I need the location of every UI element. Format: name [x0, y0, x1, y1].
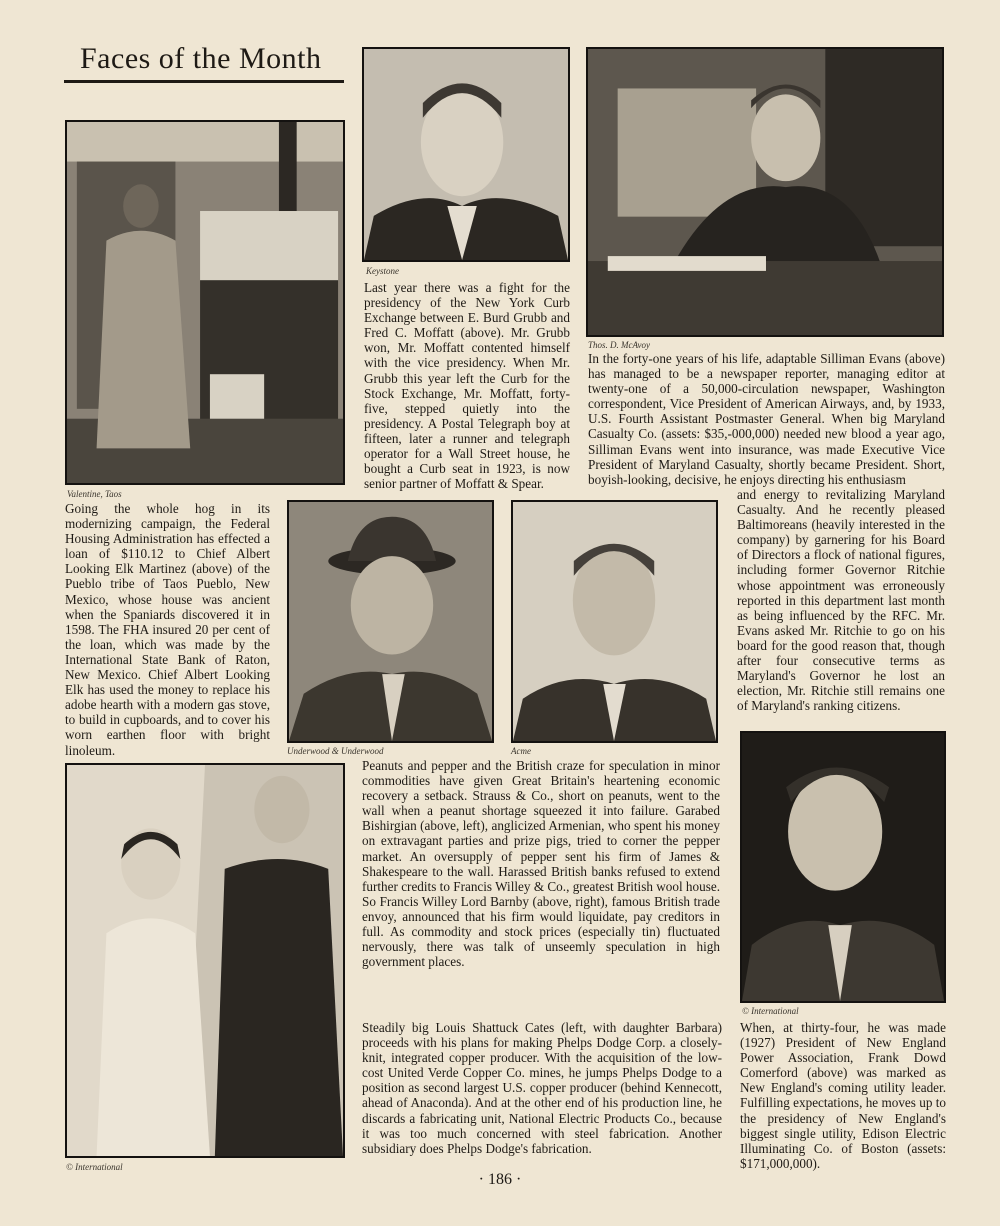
- article-pepper-text: Peanuts and pepper and the British craze for speculation in minor commodities have given Great Britain's heartening economic recovery a setback. Strauss & Co., short on peanuts, went to the wall when a peanut shortage squeezed it into failure. Garabed Bishirgian (above, left), anglicized Armenian, who spent his money on extravagant parties and prize pigs, tried to corner the pepper market. An oversupply of pepper sent his firm of James & Shakespeare to the wall. Harassed British banks refused to extend further credits to Francis Willey & Co., greatest British wool house. So Francis Willey Lord Barnby (above, right), famous British trade envoy, announced that his firm would liquidate, pay creditors in full. As commodity and stock prices (especially tin) fluctuated nervously, there was talk of unseemly speculation in high government places.: [362, 758, 720, 970]
- article-moffatt: [364, 280, 570, 491]
- article-martinez-text: Going the whole hog in its modernizing campaign, the Federal Housing Administration has effected a loan of $110.12 to Chief Albert Looking Elk Martinez (above) of the Pueblo tribe of Taos Pueblo, New Mexico, whose house was ancient when the Spaniards discovered it in 1598. The FHA insured 20 per cent of the loan, which was made by the International State Bank of Raton, New Mexico. Chief Albert Looking Elk has used the money to replace his adobe hearth with a modern gas stove, to build in cupboards, and to cover his worn earthen floor with bright linoleum.: [65, 501, 270, 758]
- article-comerford: [740, 1020, 946, 1171]
- page-number: · 186 ·: [478, 1171, 522, 1188]
- article-moffatt-text: Last year there was a fight for the presidency of the New York Curb Exchange between E. Burd Grubb and Fred C. Moffatt (above). Mr. Grubb won, Mr. Moffatt contented himself with the vice presidency. When Mr. Grubb this year left the Curb for the Stock Exchange, Mr. Moffatt, forty-five, stepped quietly into the presidency. A Postal Telegraph boy at fifteen, later a runner and telegraph operator for a Wall Street house, he bought a Curb seat in 1923, is now senior partner of Moffatt & Spear.: [364, 280, 570, 492]
- page-title: Faces of the Month: [80, 42, 322, 75]
- photo-barnby: [511, 500, 718, 743]
- photo-cates: [65, 763, 345, 1158]
- article-martinez: [65, 501, 270, 758]
- photo-bishirgian: [287, 500, 494, 743]
- article-evans-text: In the forty-one years of his life, adaptable Silliman Evans (above) has managed to be a newspaper reporter, managing editor at twenty-one of a 50,000-circulation newspaper, Washington correspondent, Vice President of American Airways, and, by 1933, U.S. Fourth Assistant Postmaster General. When big Maryland Casualty Co. (assets: $35,-000,000) needed new blood a year ago, Silliman Evans went into insurance, was made Executive Vice President of Maryland Casualty, shortly became President. Short, boyish-looking, decisive, he enjoys directing his enthusiasm: [588, 351, 945, 487]
- photo-evans: [586, 47, 944, 337]
- article-comerford-text: When, at thirty-four, he was made (1927) President of New England Power Association, Frank Dowd Comerford (above) was marked as New England's coming utility leader. Fulfilling expectations, he moves up to the presidency of New England's biggest single utility, Edison Electric Illuminating Co. of Boston (assets: $171,000,000).: [740, 1020, 946, 1171]
- article-evans-continued-text: and energy to revitalizing Maryland Casualty. And he recently pleased Baltimoreans (heavily interested in the company) by garnering for his Board of Directors a flock of national figures, including former Governor Ritchie whose appointment was erroneously reported in this department last month as being influenced by the RFC. Mr. Evans asked Mr. Ritchie to go on his board for the good reason that, though after four consecutive terms as Maryland's Governor he lost an election, Mr. Ritchie still remains one of Maryland's ranking citizens.: [737, 487, 945, 714]
- article-cates: [362, 1020, 722, 1156]
- credit-evans: Thos. D. McAvoy: [588, 340, 650, 350]
- credit-moffatt: Keystone: [366, 266, 399, 276]
- photo-martinez: [65, 120, 345, 485]
- photo-moffatt: [362, 47, 570, 262]
- credit-martinez: Valentine, Taos: [67, 489, 122, 499]
- article-pepper: [362, 758, 720, 969]
- article-evans-continued: [737, 487, 945, 713]
- article-cates-text: Steadily big Louis Shattuck Cates (left, with daughter Barbara) proceeds with his plans for making Phelps Dodge Corp. a closely-knit, integrated copper producer. With the acquisition of the low-cost United Verde Copper Co. mines, he jumps Phelps Dodge to a position as second largest U.S. copper producer (behind Kennecott, ahead of Anaconda). And at the other end of his production line, he discards a fabricating unit, National Electric Products Co., because it was too much concerned with steel fabrication. Another subsidiary does Phelps Dodge's fabrication.: [362, 1020, 722, 1156]
- photo-comerford: [740, 731, 946, 1003]
- credit-comerford: © International: [742, 1006, 799, 1016]
- credit-cates: © International: [66, 1162, 123, 1172]
- article-evans: [588, 351, 945, 487]
- title-rule: [64, 80, 344, 83]
- credit-barnby: Acme: [511, 746, 531, 756]
- credit-bishirgian: Underwood & Underwood: [287, 746, 384, 756]
